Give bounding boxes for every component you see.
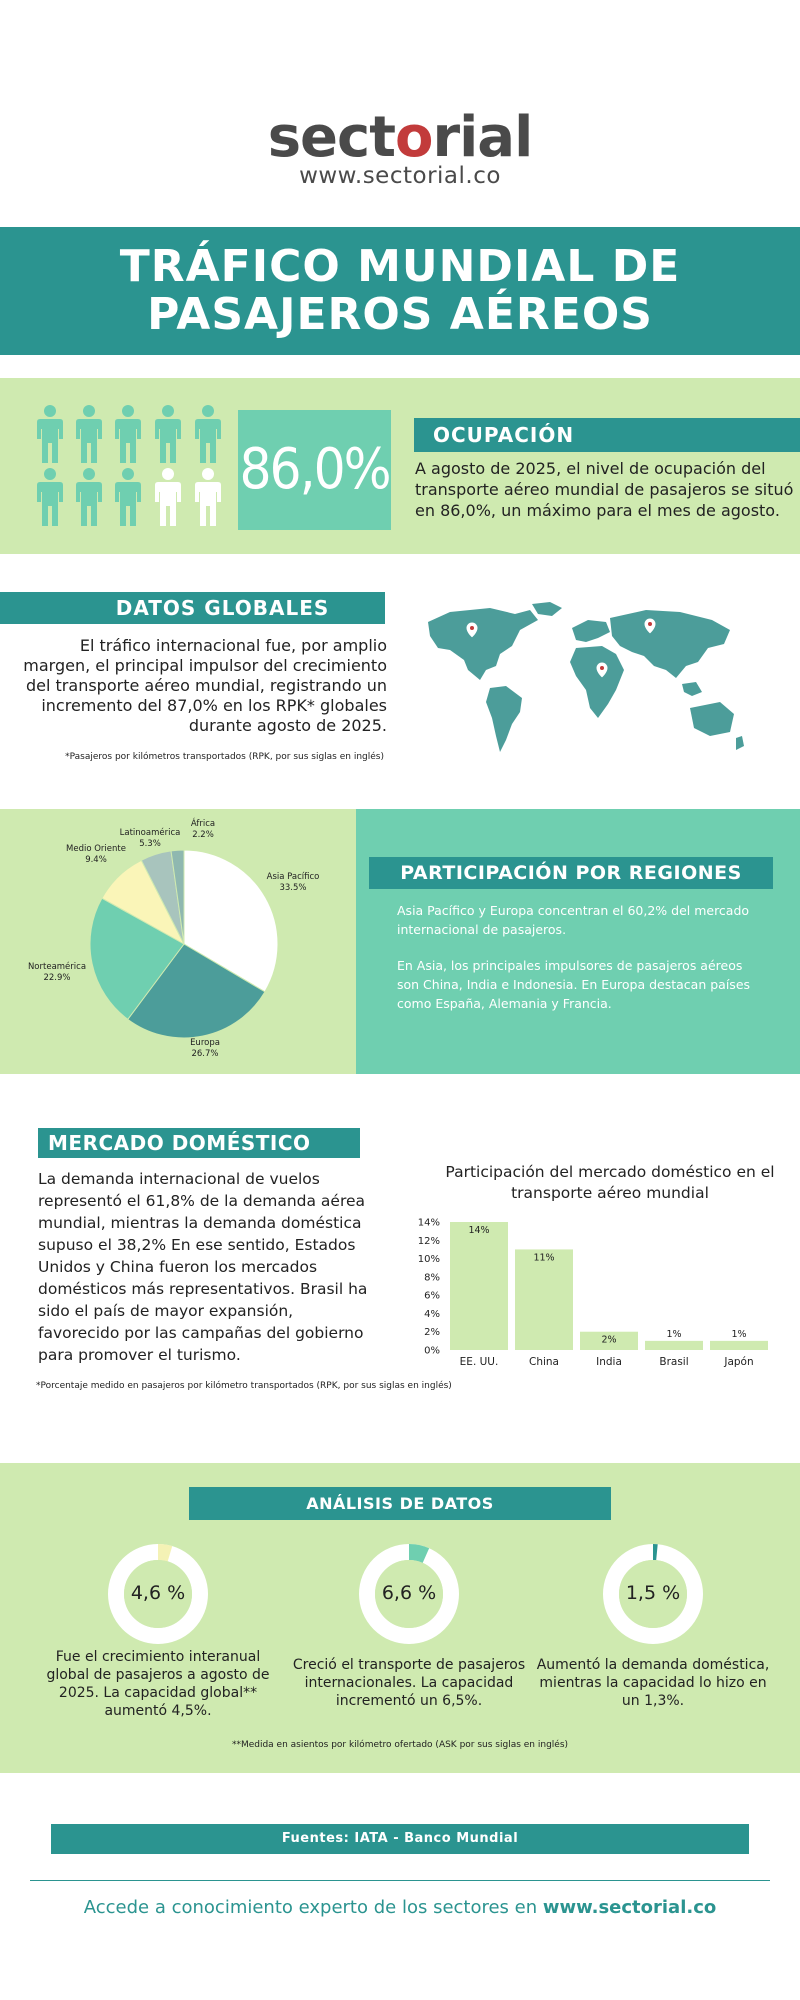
regions-text-panel	[356, 809, 800, 1074]
analysis-text-2: Creció el transporte de pasajeros internacionales. La capacidad incrementó un 6,5%.	[292, 1657, 526, 1709]
y-tick-label: 12%	[417, 1235, 440, 1247]
footer-cta	[0, 1897, 800, 1918]
pie-label-1: Europa	[190, 1038, 220, 1048]
logo-url[interactable]: www.sectorial.co	[299, 163, 501, 189]
bar-value-label: 1%	[666, 1328, 682, 1340]
global-data-label: DATOS GLOBALES	[115, 596, 330, 620]
title-line-1: TRÁFICO MUNDIAL DE	[119, 241, 681, 292]
regions-text-2: En Asia, los principales impulsores de pasajeros aéreos son China, India e Indonesia. En Europa destacan países como España, Alemania y Francia.	[397, 958, 751, 1011]
person-icon	[36, 405, 64, 465]
occupation-label: OCUPACIÓN	[433, 423, 575, 447]
donut-value-1: 4,6 %	[130, 1582, 186, 1604]
bar-category-label: Japón	[724, 1356, 754, 1368]
global-data-note: *Pasajeros por kilómetros transportados (RPK, por sus siglas en inglés)	[65, 752, 384, 762]
bar-0	[450, 1222, 508, 1350]
y-tick-label: 8%	[424, 1272, 440, 1284]
y-tick-label: 14%	[417, 1217, 440, 1229]
logo-text: sectorial	[267, 105, 533, 170]
bar-1	[515, 1249, 573, 1350]
global-data-text: El tráfico internacional fue, por amplio margen, el principal impulsor del crecimiento del transporte aéreo mundial, registrando un incremento del 87,0% en los RPK* globales durante agosto de 2025.	[23, 636, 387, 735]
domestic-bar-chart	[410, 1205, 790, 1375]
bar-3	[645, 1341, 703, 1350]
occupation-text: A agosto de 2025, el nivel de ocupación del transporte aéreo mundial de pasajeros se situó en 86,0%, un máximo para el mes de agosto.	[415, 459, 794, 520]
domestic-chart-title: Participación del mercado doméstico en el transporte aéreo mundial	[445, 1163, 775, 1202]
donut-value-2: 6,6 %	[381, 1582, 437, 1604]
person-icon	[194, 468, 222, 528]
bar-value-label: 1%	[731, 1328, 747, 1340]
y-tick-label: 0%	[424, 1345, 440, 1357]
regions-text-1: Asia Pacífico y Europa concentran el 60,2% del mercado internacional de pasajeros.	[397, 903, 750, 937]
footer-divider	[30, 1880, 770, 1881]
y-tick-label: 4%	[424, 1308, 440, 1320]
donut-fill	[158, 1552, 170, 1554]
donut-fill	[409, 1552, 426, 1556]
analysis-note: **Medida en asientos por kilómetro ofertado (ASK por sus siglas en inglés)	[231, 1740, 569, 1750]
sectorial-logo	[0, 105, 800, 170]
world-map-icon	[420, 600, 750, 760]
bar-category-label: Brasil	[659, 1356, 689, 1368]
domestic-label: MERCADO DOMÉSTICO	[48, 1131, 311, 1155]
logo-accent-letter: o	[395, 105, 433, 170]
pie-label-5: África	[190, 819, 216, 829]
pie-label-4: Latinoamérica	[119, 828, 181, 838]
pie-value-3: 9.4%	[85, 855, 107, 865]
pie-value-1: 26.7%	[191, 1049, 219, 1059]
analysis-label: ANÁLISIS DE DATOS	[306, 1494, 494, 1513]
occupation-value: 86,0%	[239, 437, 390, 502]
y-tick-label: 10%	[417, 1254, 440, 1266]
bar-category-label: China	[529, 1356, 559, 1368]
bar-category-label: India	[596, 1356, 622, 1368]
bar-value-label: 14%	[468, 1225, 490, 1236]
pie-label-0: Asia Pacífico	[266, 872, 320, 882]
domestic-note: *Porcentaje medido en pasajeros por kilómetro transportados (RPK, por sus siglas en inglés)	[36, 1381, 452, 1391]
regions-pie-chart	[0, 809, 356, 1074]
footer-cta-link[interactable]: www.sectorial.co	[542, 1897, 717, 1918]
person-icon	[194, 405, 222, 465]
pie-value-0: 33.5%	[279, 883, 307, 893]
bar-4	[710, 1341, 768, 1350]
bar-category-label: EE. UU.	[459, 1356, 499, 1368]
title-banner	[0, 227, 800, 355]
bar-value-label: 2%	[601, 1334, 617, 1346]
analysis-text-3: Aumentó la demanda doméstica, mientras la capacidad lo hizo en un 1,3%.	[536, 1657, 770, 1709]
person-icon	[75, 468, 103, 528]
person-icon	[154, 468, 182, 528]
bar-value-label: 11%	[533, 1252, 555, 1264]
person-icon	[75, 405, 103, 465]
pie-value-5: 2.2%	[192, 830, 214, 840]
pie-label-3: Medio Oriente	[66, 844, 126, 854]
domestic-text: La demanda internacional de vuelos representó el 61,8% de la demanda aérea mundial, mientras la demanda doméstica supuso el 38,2% En ese sentido, Estados Unidos y China fueron los mercados domésticos más representativos. Brasil ha sido el país de mayor expansión, favorecido por las campañas del gobierno para promover el turismo.	[38, 1170, 368, 1364]
y-tick-label: 2%	[424, 1327, 440, 1339]
regions-label: PARTICIPACIÓN POR REGIONES	[400, 862, 742, 884]
footer-cta-text: Accede a conocimiento experto de los sectores en	[83, 1897, 543, 1918]
donut-value-3: 1,5 %	[625, 1582, 681, 1604]
y-tick-label: 6%	[424, 1290, 440, 1302]
pie-label-2: Norteamérica	[27, 962, 87, 972]
person-icon	[114, 468, 142, 528]
pie-value-2: 22.9%	[43, 973, 71, 983]
sources-label: Fuentes: IATA - Banco Mundial	[281, 1831, 519, 1846]
person-icon	[154, 405, 182, 465]
person-icon	[114, 405, 142, 465]
person-icon	[36, 468, 64, 528]
analysis-text-1: Fue el crecimiento interanual global de pasajeros a agosto de 2025. La capacidad global** aumentó 4,5%.	[46, 1649, 270, 1719]
title-line-2: PASAJEROS AÉREOS	[147, 289, 653, 340]
pie-value-4: 5.3%	[139, 839, 161, 849]
